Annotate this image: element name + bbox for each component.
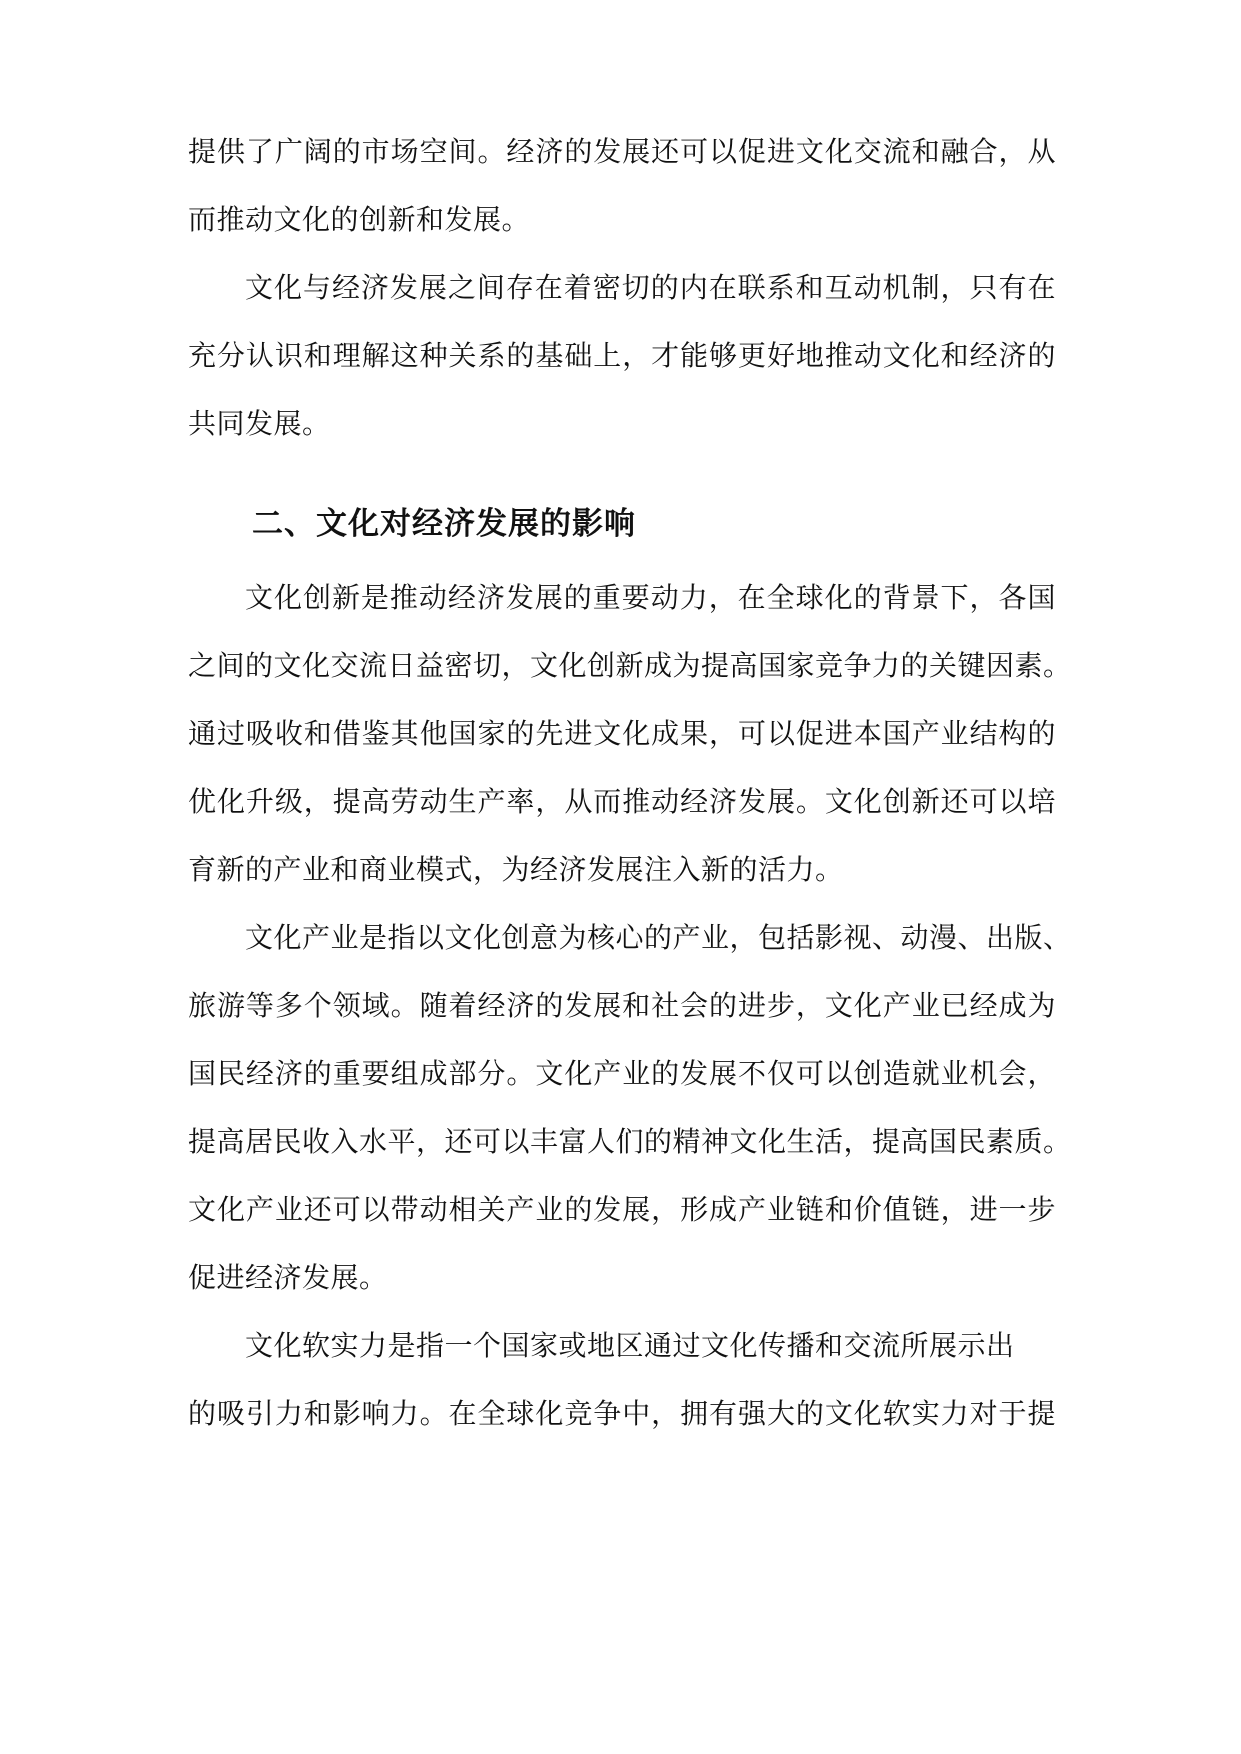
paragraph-4-line-3: 国民经济的重要组成部分。文化产业的发展不仅可以创造就业机会， [188,1057,1056,1090]
paragraph-4-line-2: 旅游等多个领域。随着经济的发展和社会的进步，文化产业已经成为 [188,989,1056,1022]
paragraph-4-line-6: 促进经济发展。 [188,1261,388,1294]
paragraph-4-line-4: 提高居民收入水平，还可以丰富人们的精神文化生活，提高国民素质。 [188,1125,1072,1158]
paragraph-3-line-1: 文化创新是推动经济发展的重要动力，在全球化的背景下，各国 [245,581,1056,614]
paragraph-3-line-2: 之间的文化交流日益密切，文化创新成为提高国家竞争力的关键因素。 [188,649,1072,682]
paragraph-2-line-1: 文化与经济发展之间存在着密切的内在联系和互动机制，只有在 [245,271,1056,304]
paragraph-1-line-2: 而推动文化的创新和发展。 [188,203,531,236]
paragraph-5-line-2: 的吸引力和影响力。在全球化竞争中，拥有强大的文化软实力对于提 [188,1397,1056,1430]
paragraph-4-line-5: 文化产业还可以带动相关产业的发展，形成产业链和价值链，进一步 [188,1193,1056,1226]
paragraph-4-line-1: 文化产业是指以文化创意为核心的产业，包括影视、动漫、出版、 [245,921,1072,954]
paragraph-2-line-2: 充分认识和理解这种关系的基础上，才能够更好地推动文化和经济的 [188,339,1056,372]
paragraph-5-line-1: 文化软实力是指一个国家或地区通过文化传播和交流所展示出 [245,1329,1015,1362]
paragraph-3-line-5: 育新的产业和商业模式，为经济发展注入新的活力。 [188,853,844,886]
paragraph-3-line-3: 通过吸收和借鉴其他国家的先进文化成果，可以促进本国产业结构的 [188,717,1056,750]
paragraph-2-line-3: 共同发展。 [188,407,331,440]
section-heading: 二、文化对经济发展的影响 [252,506,636,542]
paragraph-1-line-1: 提供了广阔的市场空间。经济的发展还可以促进文化交流和融合，从 [188,135,1056,168]
paragraph-3-line-4: 优化升级，提高劳动生产率，从而推动经济发展。文化创新还可以培 [188,785,1056,818]
